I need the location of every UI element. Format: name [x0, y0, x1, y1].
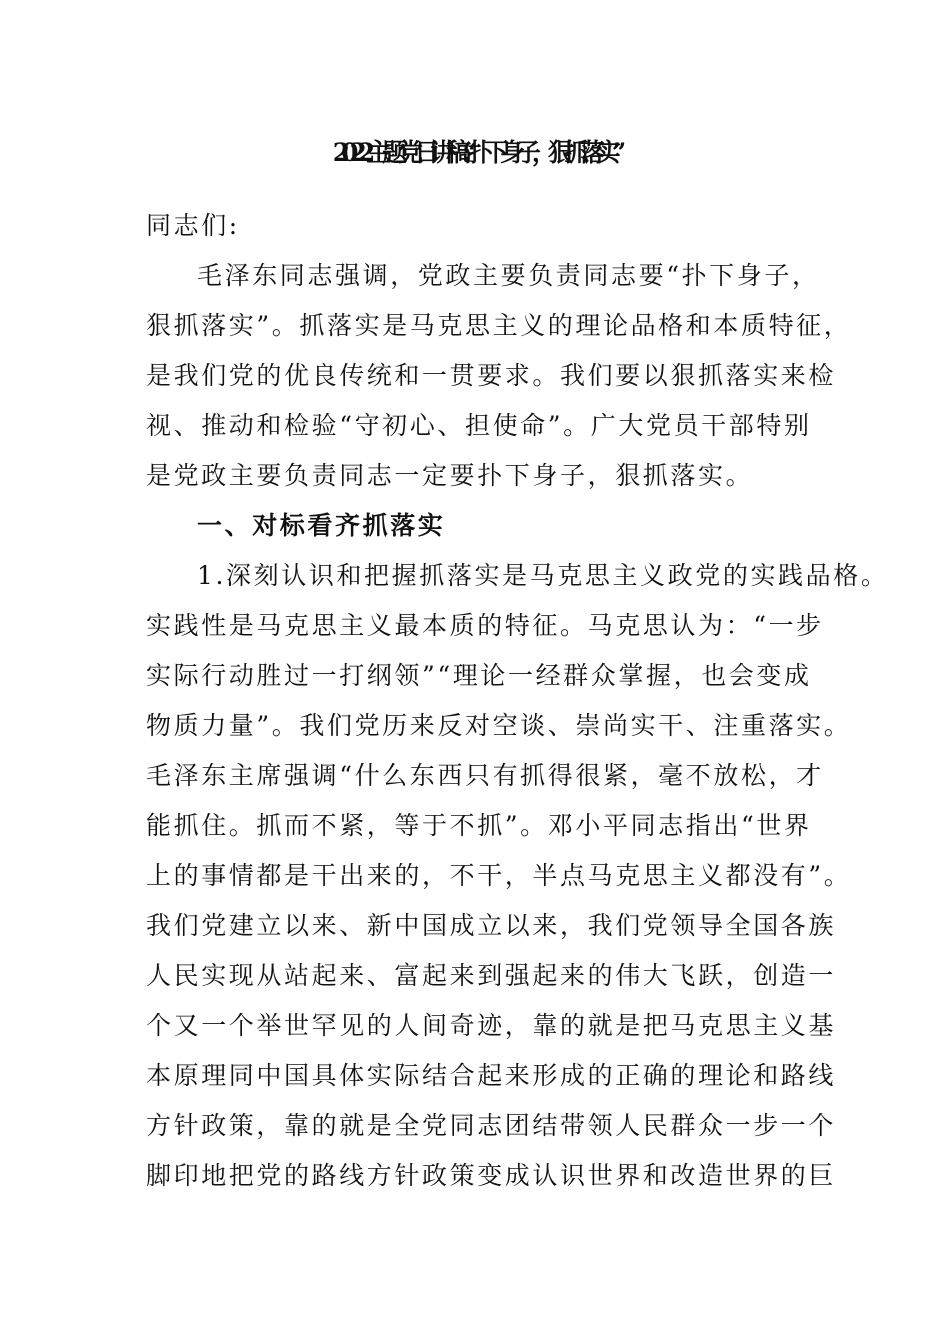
paragraph-line: 毛泽东同志强调，党政主要负责同志要“扑下身子， — [197, 261, 820, 290]
paragraph-line: 我们党建立以来、新中国成立以来，我们党领导全国各族 — [146, 911, 837, 940]
section-heading: 一、对标看齐抓落实 — [197, 511, 446, 540]
paragraph-line: 脚印地把党的路线方针政策变成认识世界和改造世界的巨 — [146, 1161, 837, 1190]
paragraph-line: 方针政策，靠的就是全党同志团结带领人民群众一步一个 — [146, 1111, 837, 1140]
salutation: 同志们: — [146, 211, 240, 240]
paragraph-line: 本原理同中国具体实际结合起来形成的正确的理论和路线 — [146, 1061, 837, 1090]
paragraph-line: 上的事情都是干出来的，不干，半点马克思主义都没有”。 — [146, 861, 852, 890]
paragraph-line: 实践性是马克思主义最本质的特征。马克思认为：“一步 — [146, 611, 824, 640]
paragraph-line: 能抓住。抓而不紧，等于不抓”。邓小平同志指出“世界 — [146, 811, 812, 840]
paragraph-line: 人民实现从站起来、富起来到强起来的伟大飞跃，创造一 — [146, 961, 837, 990]
paragraph-line: 视、推动和检验“守初心、担使命”。广大党员干部特别 — [146, 411, 812, 440]
paragraph-line: 实际行动胜过一打纲领”“理论一经群众掌握，也会变成 — [146, 661, 812, 690]
document-title: 2022主题党日讲稿:“扑下身子，狠抓落实” — [332, 138, 618, 167]
paragraph-line: 狠抓落实”。抓落实是马克思主义的理论品格和本质特征， — [146, 311, 852, 340]
paragraph-line: 是我们党的优良传统和一贯要求。我们要以狠抓落实来检 — [146, 361, 837, 390]
paragraph-line: 物质力量”。我们党历来反对空谈、崇尚实干、注重落实。 — [146, 711, 852, 740]
paragraph-line: 毛泽东主席强调“什么东西只有抓得很紧，毫不放松，才 — [146, 761, 824, 790]
paragraph-line: 是党政主要负责同志一定要扑下身子，狠抓落实。 — [146, 461, 754, 490]
paragraph-line: 个又一个举世罕见的人间奇迹，靠的就是把马克思主义基 — [146, 1011, 837, 1040]
paragraph-line: 1.深刻认识和把握抓落实是马克思主义政党的实践品格。 — [197, 561, 889, 590]
